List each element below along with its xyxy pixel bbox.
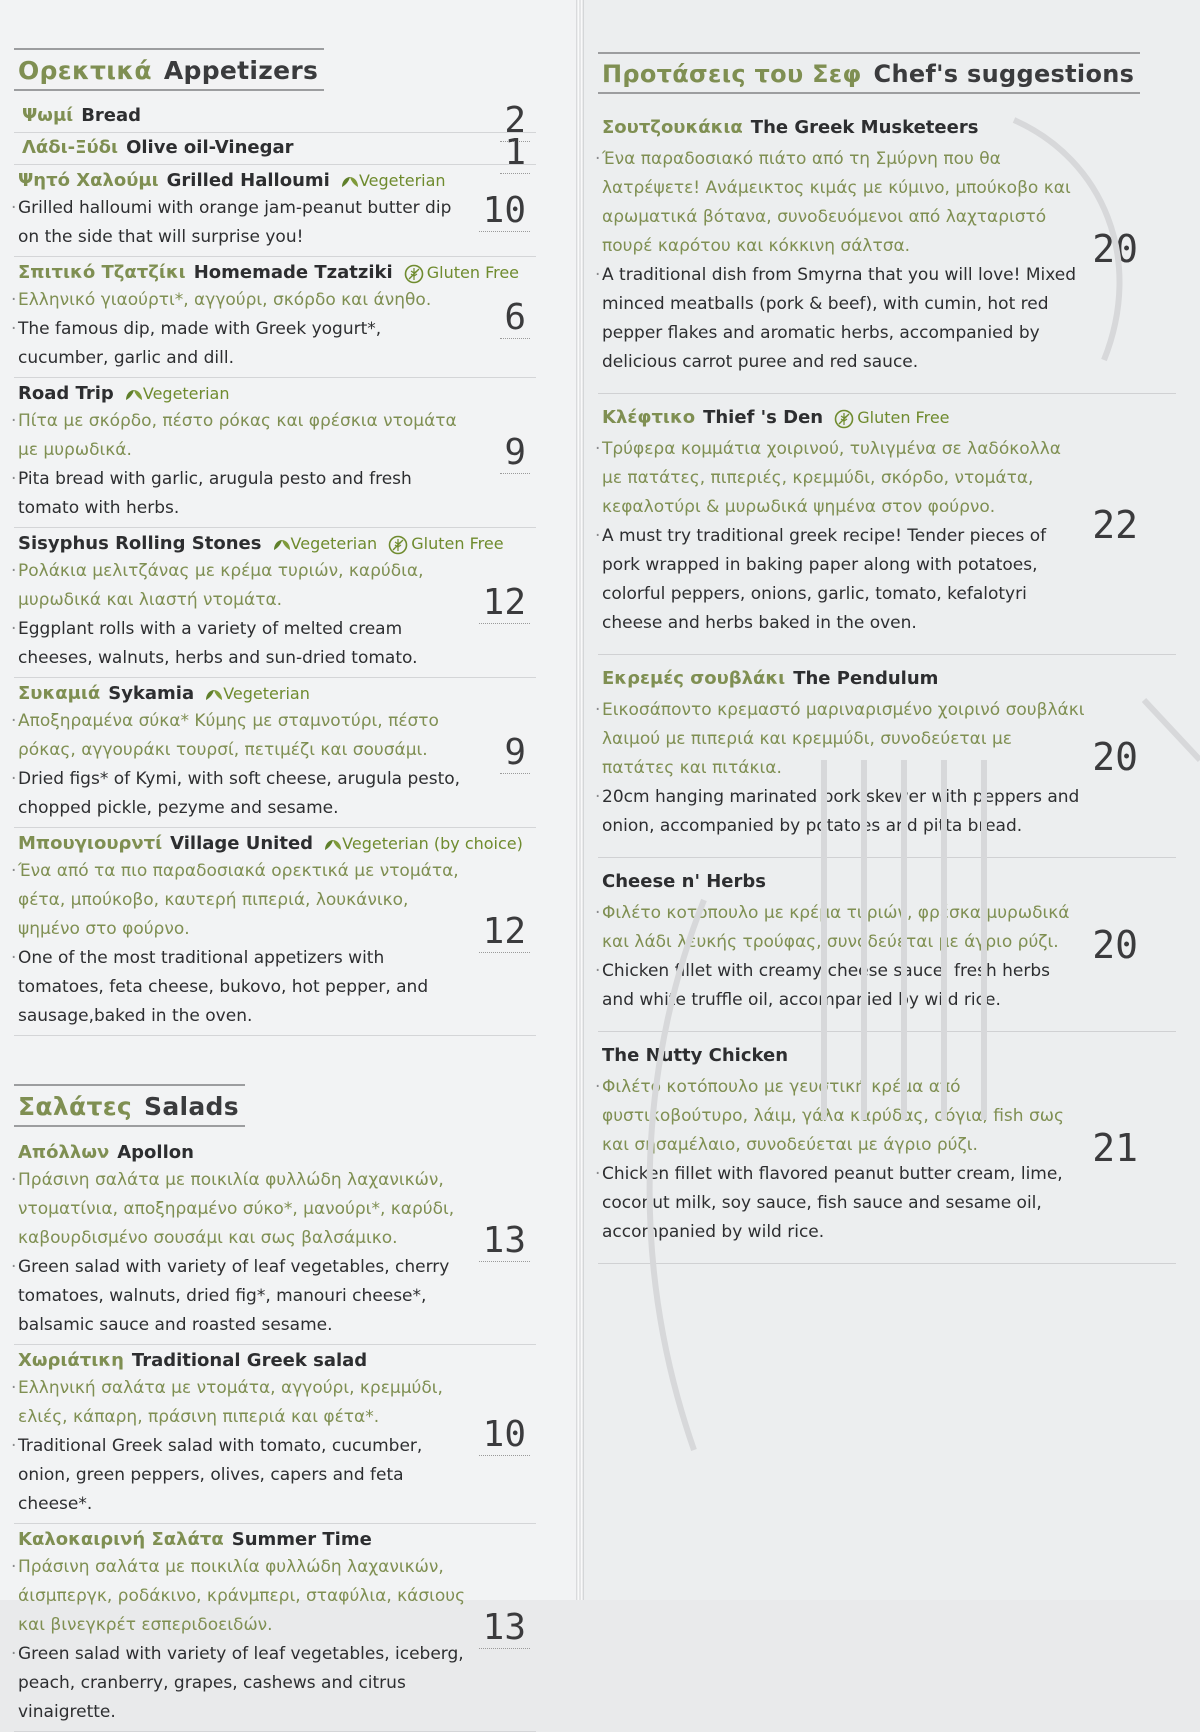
vegetarian-label: Vegeterian [223, 684, 310, 703]
item-description-greek: · Ελληνική σαλάτα με ντομάτα, αγγούρι, κρεμμύδι, ελιές, κάπαρη, πράσινη πιπεριά και φέτα*. [18, 1374, 466, 1432]
chef-section-title [598, 52, 1140, 94]
menu-item [14, 528, 536, 678]
item-price: 2 [500, 101, 530, 142]
item-description-greek: · Εικοσάποντο κρεμαστό μαριναρισμένο χοιρινό σουβλάκι λαιμού με πιπεριά και κρεμμύδι, συνοδεύεται με πατάτες και πιτάκια. [602, 696, 1086, 783]
menu-item [14, 100, 536, 141]
item-name-greek: Εκρεμές σουβλάκι [602, 668, 786, 689]
item-price: 9 [500, 433, 530, 474]
item-description-english: · Eggplant rolls with a variety of melted cream cheeses, walnuts, herbs and sun-dried tomato. [18, 615, 466, 673]
item-description-greek: · Φιλέτο κοτόπουλο με γευστική κρέμα από φυστικοβούτυρο, λάιμ, γάλα καρύδας, σόγια, fish σως και σησαμέλαιο, συνοδεύεται με άγριο ρύζι. [602, 1073, 1086, 1160]
item-name-greek: Σουτζουκάκια [602, 117, 743, 138]
section-title-english: Chef's suggestions [873, 60, 1135, 88]
menu-item-title [22, 102, 536, 129]
vegetarian-tag [200, 684, 310, 703]
item-name-greek: Συκαμιά [18, 683, 101, 704]
vegetarian-label: Vegeterian [358, 171, 446, 190]
vegetarian-tag [120, 384, 230, 403]
item-price: 20 [1092, 923, 1138, 967]
right-menu-page [584, 0, 1200, 1600]
vegetarian-label: Vegeterian (by choice) [342, 834, 523, 853]
wheat-crossed-icon [834, 408, 857, 427]
item-name-english: The Pendulum [793, 668, 939, 689]
leaf-icon [125, 384, 143, 403]
vegetarian-label: Vegeterian [290, 534, 378, 553]
wheat-crossed-icon [404, 263, 427, 282]
item-name-greek: Ψητό Χαλούμι [18, 170, 159, 191]
menu-item [598, 1032, 1176, 1264]
section-title-english: Salads [144, 1092, 239, 1121]
section-title-greek: Σαλάτες [18, 1092, 133, 1121]
wheat-crossed-icon [388, 534, 411, 553]
menu-item-title [602, 114, 1176, 141]
menu-item [14, 828, 536, 1036]
item-name-greek: Μπουγιουρντί [18, 833, 163, 854]
salads-section-title [14, 1084, 245, 1127]
vegetarian-tag [336, 171, 446, 190]
item-price: 20 [1092, 227, 1138, 271]
menu-item-title [18, 680, 536, 707]
item-price: 12 [479, 912, 530, 953]
item-name-english: Sykamia [108, 683, 195, 704]
menu-item-title [602, 868, 1176, 895]
item-name-english: Cheese n' Herbs [602, 871, 766, 892]
menu-item-title [18, 830, 536, 857]
leaf-icon [324, 834, 342, 853]
appetizers-section-title [14, 48, 324, 91]
item-price: 13 [479, 1608, 530, 1649]
item-name-greek: Χωριάτικη [18, 1350, 124, 1371]
menu-item [14, 378, 536, 528]
menu-item [598, 858, 1176, 1032]
leaf-icon [273, 534, 291, 553]
left-menu-page [0, 0, 576, 1722]
item-description-english: · A must try traditional greek recipe! Tender pieces of pork wrapped in baking paper along with potatoes, colorful peppers, onions, garlic, tomato, kefalotyri cheese and herbs baked in the oven. [602, 522, 1086, 638]
menu-item [14, 1524, 536, 1732]
vegetarian-tag [267, 534, 377, 553]
menu-item-title [602, 665, 1176, 692]
item-description-english: · Green salad with variety of leaf vegetables, cherry tomatoes, walnuts, dried fig*, manouri cheese*, balsamic sauce and roasted sesame. [18, 1253, 466, 1340]
item-name-greek: Απόλλων [18, 1142, 110, 1163]
item-description-english: · A traditional dish from Smyrna that you will love! Mixed minced meatballs (pork & beef), with cumin, hot red pepper flakes and aromatic herbs, accompanied by delicious carrot puree and red sauce. [602, 261, 1086, 377]
menu-item [14, 1137, 536, 1345]
menu-item [14, 1345, 536, 1524]
item-description-english: · Chicken fillet with flavored peanut butter cream, lime, coconut milk, soy sauce, fish sauce and sesame oil, accompanied by wild rice. [602, 1160, 1086, 1247]
appetizers-list [14, 101, 536, 1036]
menu-item [14, 165, 536, 257]
vegetarian-tag [319, 834, 523, 853]
menu-item [598, 655, 1176, 858]
section-title-greek: Προτάσεις του Σεφ [602, 60, 862, 88]
vegetarian-label: Vegeterian [142, 384, 230, 403]
item-description-english: · 20cm hanging marinated pork skewer with peppers and onion, accompanied by potatoes and pitta bread. [602, 783, 1086, 841]
item-description-greek: · Ελληνικό γιαούρτι*, αγγούρι, σκόρδο και άνηθο. [18, 286, 466, 315]
item-description-english: · Green salad with variety of leaf vegetables, iceberg, peach, cranberry, grapes, cashews and citrus vinaigrette. [18, 1640, 466, 1727]
chef-list [598, 104, 1176, 1264]
menu-item-title [18, 380, 536, 407]
item-description-greek: · Ένα από τα πιο παραδοσιακά ορεκτικά με ντομάτα, φέτα, μπούκοβο, καυτερή πιπεριά, λουκάνικο, ψημένο στο φούρνο. [18, 857, 466, 944]
item-name-english: Bread [81, 105, 142, 126]
item-name-english: The Nutty Chicken [602, 1045, 789, 1066]
menu-item-title [18, 259, 536, 286]
item-description-english: · Chicken fillet with creamy cheese sauce, fresh herbs and white truffle oil, accompanied by wild rice. [602, 957, 1086, 1015]
section-title-greek: Ορεκτικά [18, 56, 152, 85]
menu-item-title [18, 1139, 536, 1166]
salads-list [14, 1137, 536, 1732]
item-name-english: Sisyphus Rolling Stones [18, 533, 262, 554]
item-price: 22 [1092, 502, 1138, 547]
item-price: 6 [500, 298, 530, 339]
menu-spine [576, 0, 584, 1600]
item-name-english: Summer Time [231, 1529, 372, 1550]
item-name-english: Olive oil-Vinegar [126, 137, 294, 158]
item-price: 12 [479, 583, 530, 624]
gluten-free-label: Gluten Free [411, 534, 504, 553]
item-price: 10 [479, 1415, 530, 1456]
item-name-english: Apollon [117, 1142, 194, 1163]
item-description-greek: · Ένα παραδοσιακό πιάτο από τη Σμύρνη που θα λατρέψετε! Ανάμεικτος κιμάς με κύμινο, μπούκοβο και αρωματικά βότανα, συνοδευόμενοι από λαχταριστό πουρέ καρότου και κόκκινη σάλτσα. [602, 145, 1086, 261]
item-name-english: Road Trip [18, 383, 114, 404]
item-name-greek: Κλέφτικο [602, 407, 696, 428]
item-name-english: Grilled Halloumi [166, 170, 330, 191]
item-description-english: · Pita bread with garlic, arugula pesto and fresh tomato with herbs. [18, 465, 466, 523]
gluten-free-label: Gluten Free [426, 263, 520, 282]
gluten-free-tag [399, 263, 519, 282]
item-name-greek: Σπιτικό Τζατζίκι [18, 262, 186, 283]
item-name-greek: Ψωμί [22, 105, 74, 126]
item-description-greek: · Αποξηραμένα σύκα* Κύμης με σταμνοτύρι, πέστο ρόκας, αγγουράκι τουρσί, πετιμέζι και σουσάμι. [18, 707, 466, 765]
item-description-greek: · Ρολάκια μελιτζάνας με κρέμα τυριών, καρύδια, μυρωδικά και λιαστή ντομάτα. [18, 557, 466, 615]
menu-item [598, 104, 1176, 394]
section-title-english: Appetizers [163, 56, 319, 85]
item-name-english: Thief 's Den [703, 407, 824, 428]
menu-item [598, 394, 1176, 655]
item-description-greek: · Τρύφερα κομμάτια χοιρινού, τυλιγμένα σε λαδόκολλα με πατάτες, πιπεριές, κρεμμύδι, σκόρδο, ντομάτα, κεφαλοτύρι & μυρωδικά ψημένα στον φούρνο. [602, 435, 1086, 522]
item-name-english: Homemade Tzatziki [193, 262, 393, 283]
item-description-greek: · Πράσινη σαλάτα με ποικιλία φυλλώδη λαχανικών, ντοματίνια, αποξηραμένο σύκο*, μανούρι*, καρύδι, καβουρδισμένο σουσάμι και σως βαλσάμικο. [18, 1166, 466, 1253]
item-description-english: · One of the most traditional appetizers with tomatoes, feta cheese, bukovo, hot pepper, and sausage,baked in the oven. [18, 944, 466, 1031]
leaf-icon [341, 171, 359, 190]
item-description-greek: · Πράσινη σαλάτα με ποικιλία φυλλώδη λαχανικών, άισμπεργκ, ροδάκινο, κράνμπερι, σταφύλια, κάσιους και βινεγκρέτ εσπεριδοειδών. [18, 1553, 466, 1640]
item-price: 21 [1092, 1126, 1138, 1170]
gluten-free-tag [829, 408, 949, 427]
item-price: 1 [500, 133, 530, 174]
item-price: 13 [479, 1221, 530, 1262]
item-name-english: The Greek Musketeers [750, 117, 979, 138]
menu-item-title [18, 1347, 536, 1374]
item-description-english: · The famous dip, made with Greek yogurt*, cucumber, garlic and dill. [18, 315, 466, 373]
menu-item-title [18, 167, 536, 194]
item-price: 20 [1092, 734, 1138, 779]
menu-item-title [602, 404, 1176, 431]
item-description-greek: · Φιλέτο κοτόπουλο με κρέμα τυριών, φρέσκα μυρωδικά και λάδι λευκής τρούφας, συνοδεύεται με άγριο ρύζι. [602, 899, 1086, 957]
leaf-icon [205, 684, 223, 703]
item-name-greek: Καλοκαιρινή Σαλάτα [18, 1529, 224, 1550]
gluten-free-tag [383, 534, 503, 553]
menu-item-title [18, 530, 536, 557]
item-price: 9 [500, 733, 530, 774]
menu-item [14, 678, 536, 828]
item-price: 10 [479, 191, 530, 232]
item-name-english: Traditional Greek salad [131, 1350, 368, 1371]
item-description-greek: · Πίτα με σκόρδο, πέστο ρόκας και φρέσκια ντομάτα με μυρωδικά. [18, 407, 466, 465]
item-name-english: Village United [170, 833, 314, 854]
menu-item [14, 257, 536, 378]
item-description-english: · Grilled halloumi with orange jam-peanut butter dip on the side that will surprise you! [18, 194, 466, 252]
item-description-english: · Traditional Greek salad with tomato, cucumber, onion, green peppers, olives, capers and feta cheese*. [18, 1432, 466, 1519]
menu-item-title [602, 1042, 1176, 1069]
item-description-english: · Dried figs* of Kymi, with soft cheese, arugula pesto, chopped pickle, pezyme and sesame. [18, 765, 466, 823]
menu-item-title [18, 1526, 536, 1553]
menu-item [14, 132, 536, 173]
gluten-free-label: Gluten Free [857, 408, 950, 427]
menu-item-title [22, 134, 536, 161]
item-name-greek: Λάδι-Ξύδι [22, 137, 119, 158]
